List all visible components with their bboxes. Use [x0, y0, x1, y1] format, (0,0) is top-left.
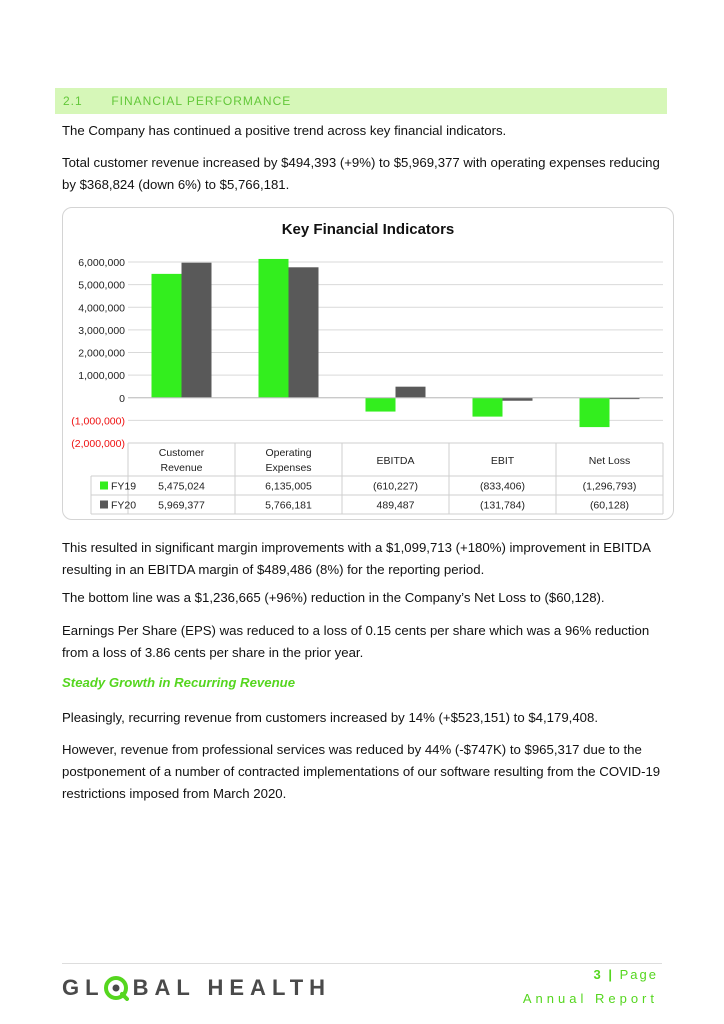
data-label-fy20-2: 489,487	[376, 499, 415, 512]
paragraph-net-loss: The bottom line was a $1,236,665 (+96%) reduction in the Company’s Net Loss to ($60,128).	[62, 590, 605, 605]
category-label-2: EBITDA	[376, 455, 415, 467]
y-tick-label: 0	[119, 392, 125, 405]
section-title: FINANCIAL PERFORMANCE	[111, 94, 292, 108]
paragraph-recurring-revenue: Pleasingly, recurring revenue from customers increased by 14% (+$523,151) to $4,179,408.	[62, 710, 598, 725]
data-label-fy19-2: (610,227)	[373, 480, 418, 493]
paragraph-ebitda: This resulted in significant margin improvements with a $1,099,713 (+180%) improvement in EBITDA resulting in an EBITDA margin of $489,486 (8%) for the reporting period.	[62, 540, 651, 577]
y-tick-label: 5,000,000	[78, 279, 125, 292]
page-label: Page	[619, 967, 658, 982]
category-label-0-line2: Revenue	[160, 462, 203, 474]
category-label-4: Net Loss	[588, 455, 631, 467]
data-label-fy19-0: 5,475,024	[158, 480, 205, 493]
bar-fy19-2	[366, 398, 396, 412]
data-label-fy19-1: 6,135,005	[265, 480, 312, 493]
legend-key-fy20	[100, 501, 108, 509]
paragraph-professional-services: However, revenue from professional services was reduced by 44% (-$747K) to $965,317 due to the postponement of a number of contracted implementations of our software resulting from the COVID-19 restrictions imposed from March 2020.	[62, 742, 661, 801]
y-tick-label: 4,000,000	[78, 302, 125, 315]
category-label-3: EBIT	[490, 455, 515, 467]
paragraph-eps: Earnings Per Share (EPS) was reduced to a loss of 0.15 cents per share which was a 96% reduction from a loss of 3.86 cents per share in the prior year.	[62, 623, 650, 660]
bar-fy20-2	[396, 387, 426, 398]
y-tick-label: 1,000,000	[78, 370, 125, 383]
data-label-fy20-1: 5,766,181	[265, 499, 312, 512]
data-label-fy20-4: (60,128)	[589, 499, 630, 512]
data-label-fy19-3: (833,406)	[480, 480, 525, 493]
bar-fy19-3	[473, 398, 503, 417]
page-number: 3	[593, 967, 603, 982]
footer-page-number: 3 | Page	[593, 967, 658, 982]
section-number: 2.1	[63, 94, 83, 108]
bar-fy19-1	[259, 259, 289, 398]
y-tick-label: (1,000,000)	[71, 415, 125, 428]
bar-fy19-0	[152, 274, 182, 398]
global-health-logo	[62, 973, 331, 1003]
bar-fy20-0	[182, 263, 212, 398]
bar-fy19-4	[580, 398, 610, 427]
legend-label-fy20: FY20	[111, 499, 137, 512]
category-label-1-line2: Expenses	[265, 462, 312, 474]
data-label-fy20-0: 5,969,377	[158, 499, 205, 512]
legend-key-fy19	[100, 482, 108, 490]
logo-text-right: BAL HEALTH	[132, 975, 332, 1000]
paragraph-revenue: Total customer revenue increased by $494,393 (+9%) to $5,969,377 with operating expenses reducing by $368,824 (down 6%) to $5,766,181.	[62, 155, 660, 192]
y-tick-label: 3,000,000	[78, 324, 125, 337]
bar-fy20-1	[289, 267, 319, 397]
logo-text-left: GL	[62, 975, 105, 1000]
chart-title: Key Financial Indicators	[281, 221, 455, 238]
subheading-recurring-revenue: Steady Growth in Recurring Revenue	[62, 675, 296, 690]
section-heading	[55, 88, 667, 114]
footer-divider	[62, 963, 662, 964]
y-tick-label: 2,000,000	[78, 347, 125, 360]
category-label-0-line1: Customer	[158, 447, 205, 459]
logo-o-icon	[103, 975, 129, 1001]
key-financial-indicators-chart	[63, 208, 673, 519]
data-label-fy20-3: (131,784)	[480, 499, 525, 512]
y-tick-label: 6,000,000	[78, 257, 125, 269]
chart-container	[62, 207, 674, 520]
footer-report-name: Annual Report	[522, 991, 658, 1006]
data-label-fy19-4: (1,296,793)	[582, 480, 637, 493]
category-label-1-line1: Operating	[265, 447, 312, 459]
paragraph-intro: The Company has continued a positive trend across key financial indicators.	[62, 123, 507, 138]
legend-label-fy19: FY19	[111, 480, 137, 493]
y-tick-label: (2,000,000)	[71, 438, 125, 450]
